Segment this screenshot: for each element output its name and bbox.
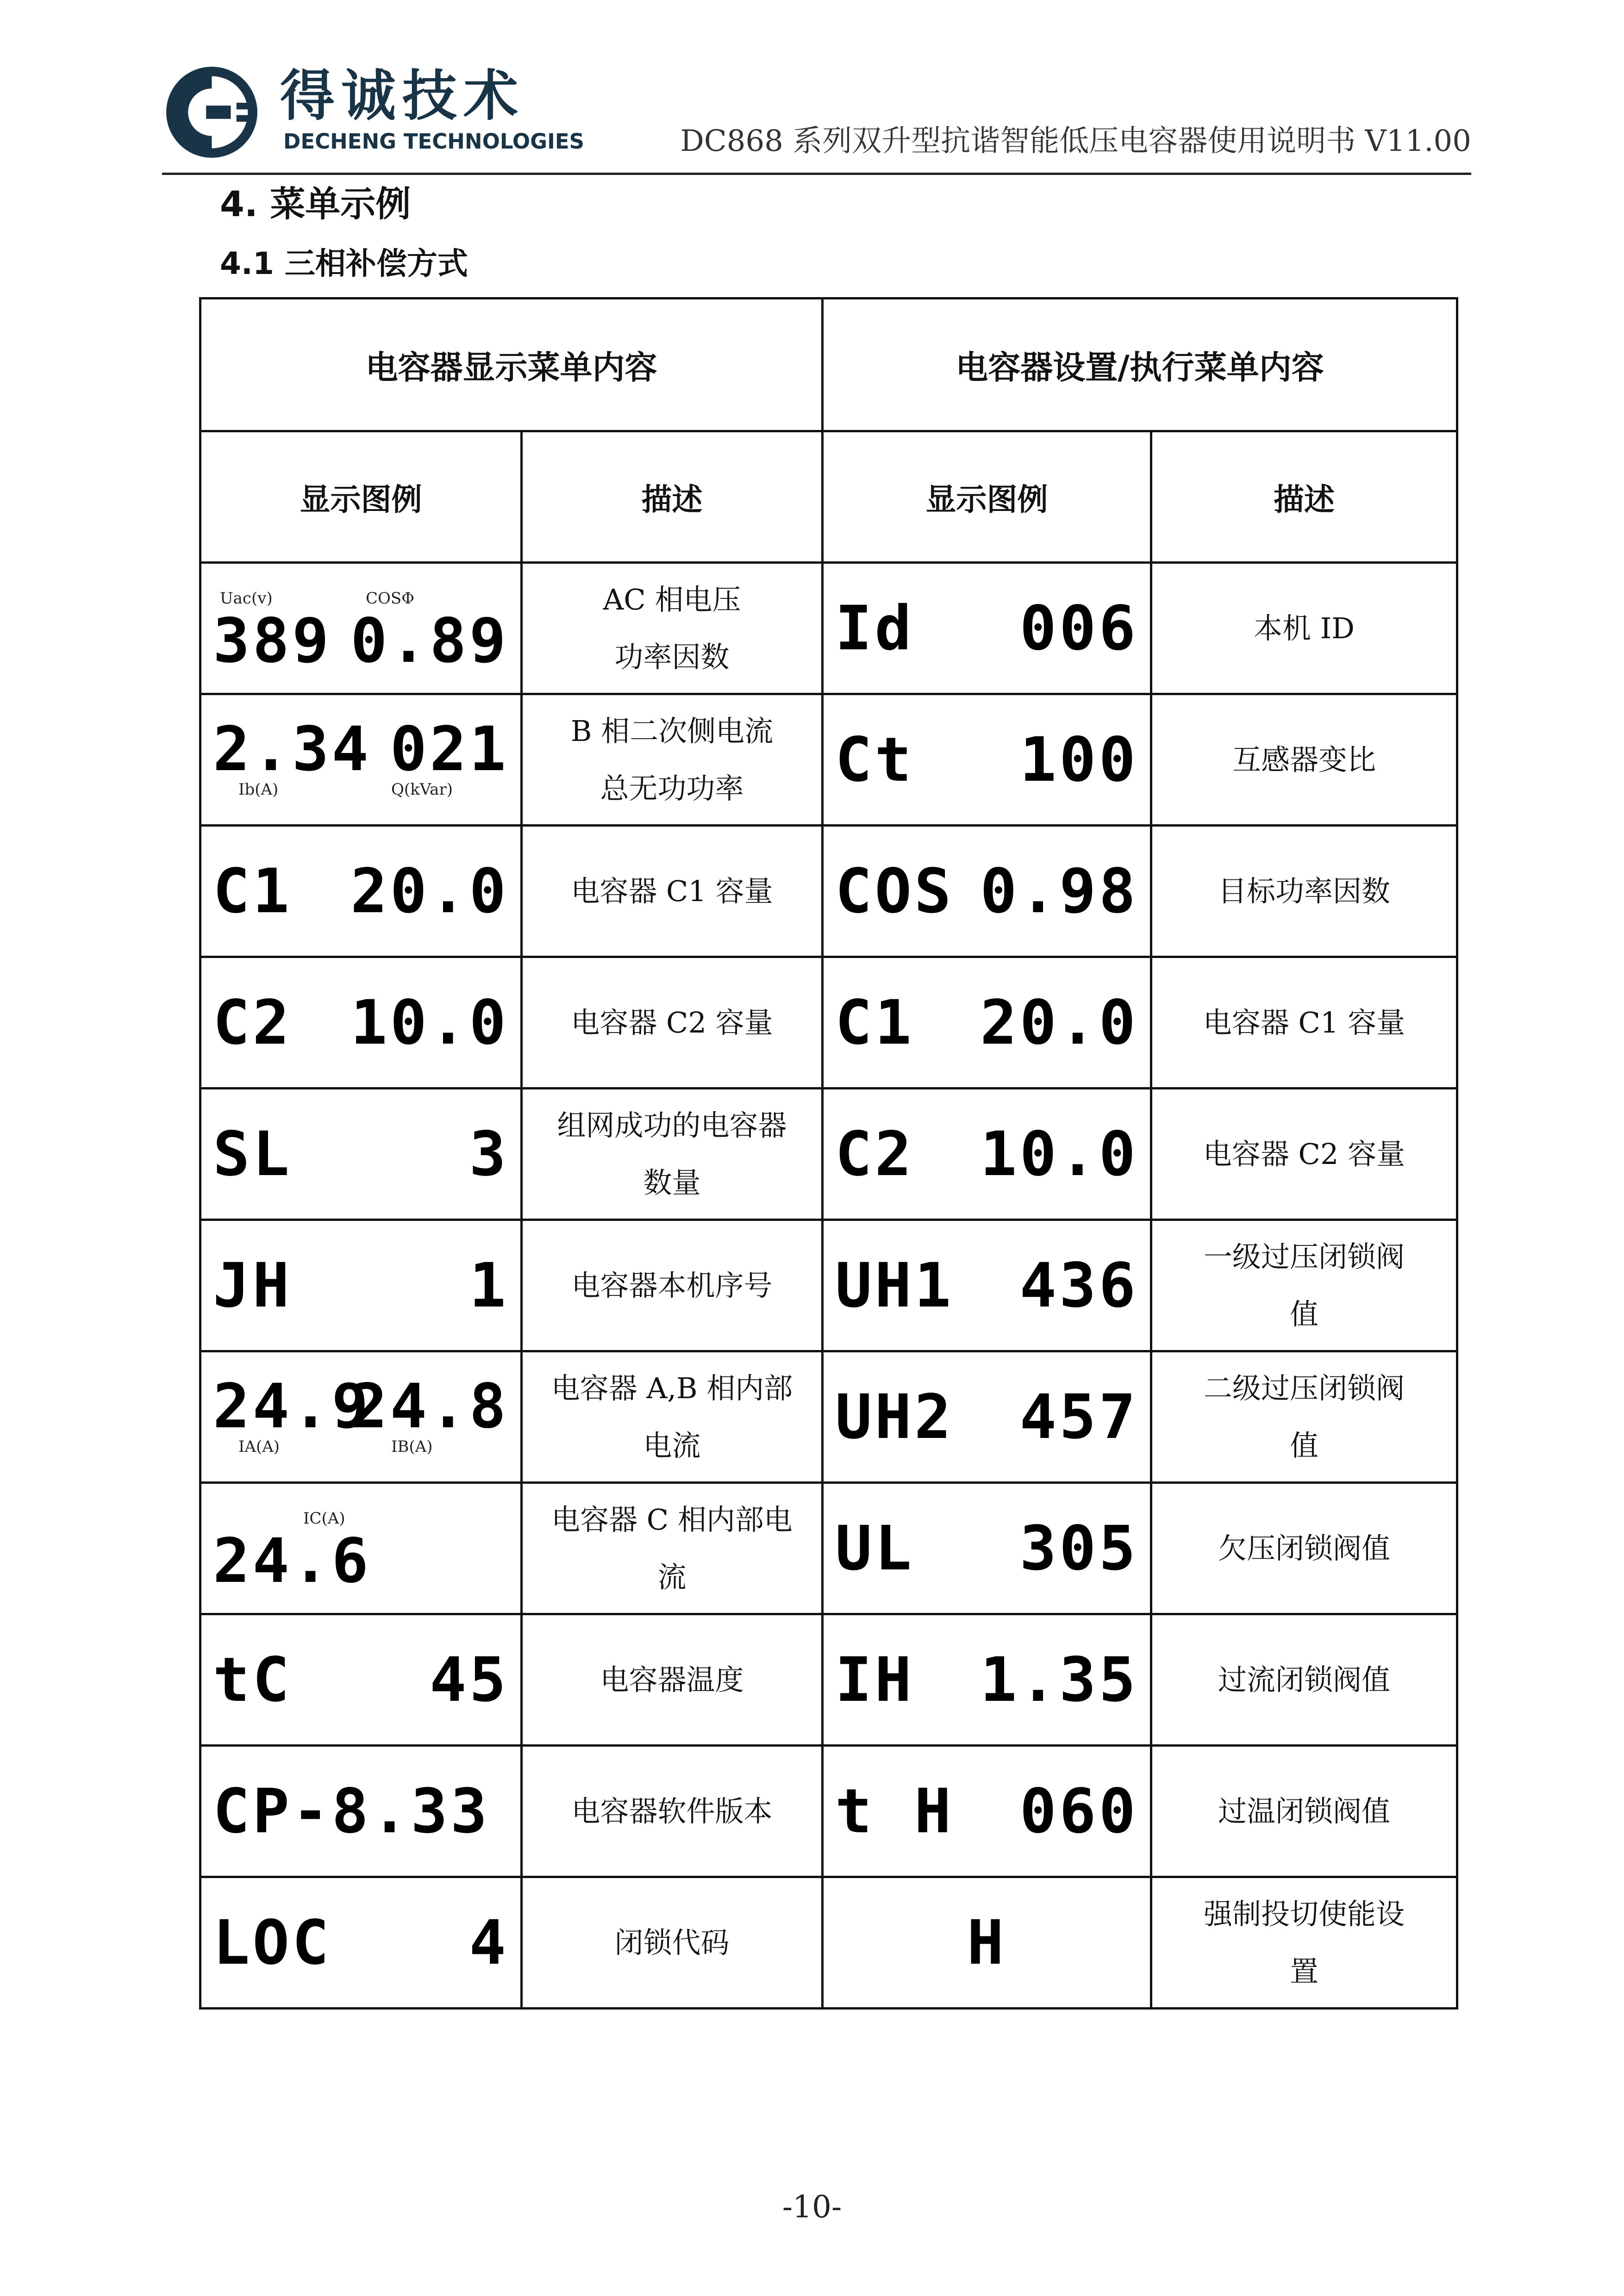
lcd-right-value: 0.89 [350,605,509,677]
lcd-left-value: IH [835,1644,914,1716]
lcd-display-example [200,1746,522,1877]
group-header-display: 电容器显示菜单内容 [200,299,823,431]
lcd-left-value: COS [835,855,954,927]
lcd-display-example [200,826,522,957]
company-logo-icon [164,65,259,160]
page-number: -10- [782,2189,842,2225]
row-description [522,563,823,694]
row-description [1151,1220,1457,1351]
lcd-left-value: C2 [835,1118,914,1190]
subsection-heading: 4.1 三相补偿方式 [220,246,468,281]
lcd-left-value: UH1 [835,1250,954,1321]
description-line: AC 相电压 [603,582,741,616]
table-row [200,957,1457,1089]
lcd-right-value: 10.0 [980,1118,1138,1190]
group-header-settings: 电容器设置/执行菜单内容 [823,299,1457,431]
row-description [522,1351,823,1483]
lcd-right-value: 100 [1019,724,1138,796]
table-row [200,1614,1457,1746]
description-line: 目标功率因数 [1218,874,1391,908]
lcd-left-value: 389 [213,605,332,677]
lcd-left-value: Ct [835,724,914,796]
lcd-left-value: tC [213,1644,292,1716]
lcd-display-example [823,957,1151,1089]
description-line: B 相二次侧电流 [570,714,774,748]
table-row [200,1351,1457,1483]
lcd-right-value: 45 [430,1644,509,1716]
section-heading: 4. 菜单示例 [220,183,411,224]
lcd-display-example [200,1877,522,2009]
description-line: 二级过压闭锁阀 [1204,1371,1405,1405]
lcd-display-example [200,957,522,1089]
table-row [200,1220,1457,1351]
description-line: 电容器 A,B 相内部 [551,1371,793,1405]
lcd-left-value: 2.34 [213,714,371,785]
table-row [200,1746,1457,1877]
table-row [200,694,1457,826]
description-line: 组网成功的电容器 [557,1108,787,1142]
row-description [1151,1877,1457,2009]
row-description [522,1746,823,1877]
lcd-right-value: 006 [1019,592,1138,664]
document-title: DC868 系列双升型抗谐智能低压电容器使用说明书 V11.00 [680,124,1471,158]
row-description [1151,1483,1457,1614]
lcd-display-example [200,1483,522,1614]
lcd-display-example [823,563,1151,694]
table-row [200,1483,1457,1614]
lcd-left-value: CP-8.33 [213,1775,490,1847]
lcd-display-example [200,1351,522,1483]
description-line: 值 [1290,1428,1319,1462]
description-line: 电容器 C1 容量 [571,874,773,908]
description-line: 电容器 C2 容量 [1203,1137,1405,1171]
row-description [1151,826,1457,957]
lcd-unit-label: IC(A) [303,1509,345,1528]
description-line: 电容器本机序号 [571,1268,773,1302]
description-line: 电容器 C 相内部电 [551,1502,793,1537]
table-row [200,826,1457,957]
lcd-left-value: LOC [213,1907,332,1979]
lcd-right-value: 1.35 [980,1644,1138,1716]
row-description [1151,1351,1457,1483]
row-description [522,694,823,826]
lcd-left-value: SL [213,1118,292,1190]
lcd-right-value: 060 [1019,1775,1138,1847]
row-description [1151,563,1457,694]
row-description [522,957,823,1089]
row-description [522,1089,823,1220]
lcd-right-value: 3 [469,1118,509,1190]
description-line: 过温闭锁阀值 [1218,1794,1391,1828]
lcd-display-example [823,1089,1151,1220]
row-description [522,1220,823,1351]
sub-header-description: 描述 [1151,431,1457,563]
table-group-header-row [200,299,1457,431]
lcd-left-value: 24.9 [213,1371,371,1443]
lcd-display-example [823,1614,1151,1746]
row-description [1151,1089,1457,1220]
description-line: 流 [657,1560,687,1594]
lcd-right-value: 20.0 [980,987,1138,1058]
lcd-left-value: C1 [835,987,914,1058]
sub-header-description: 描述 [522,431,823,563]
description-line: 电容器 C1 容量 [1203,1005,1405,1039]
lcd-unit-label: Ib(A) [238,780,279,799]
description-line: 数量 [643,1165,701,1200]
lcd-left-value: C1 [213,855,292,927]
row-description [1151,1746,1457,1877]
lcd-unit-label: COSΦ [366,589,415,608]
brand-name-en: DECHENG TECHNOLOGIES [283,129,584,154]
description-line: 值 [1290,1297,1319,1331]
table-row [200,1877,1457,2009]
description-line: 互感器变比 [1232,742,1376,777]
lcd-center-value: H [967,1907,1007,1979]
lcd-left-value: JH [213,1250,292,1321]
lcd-display-example [200,1220,522,1351]
description-line: 功率因数 [614,640,730,674]
lcd-display-example [200,1089,522,1220]
description-line: 过流闭锁阀值 [1218,1662,1391,1697]
lcd-display-example [823,1351,1151,1483]
lcd-left-value: UL [835,1512,914,1584]
lcd-right-value: 0.98 [980,855,1138,927]
header-divider [162,173,1471,175]
lcd-right-value: 436 [1019,1250,1138,1321]
description-line: 电流 [643,1428,701,1462]
lcd-left-value: 24.6 [213,1525,371,1597]
lcd-display-example [200,563,522,694]
lcd-left-value: t H [835,1775,954,1847]
row-description [522,1483,823,1614]
menu-example-table [199,297,1458,2010]
row-description [522,826,823,957]
lcd-unit-label: IA(A) [238,1437,280,1456]
description-line: 一级过压闭锁阀 [1204,1239,1405,1274]
lcd-display-example [200,694,522,826]
lcd-left-value: C2 [213,987,292,1058]
lcd-unit-label: Uac(v) [220,589,273,608]
row-description [522,1614,823,1746]
description-line: 电容器 C2 容量 [571,1005,773,1039]
lcd-unit-label: Q(kVar) [391,780,453,799]
lcd-display-example [823,1483,1151,1614]
lcd-right-value: 4 [469,1907,509,1979]
description-line: 电容器温度 [600,1662,744,1697]
description-line: 总无功功率 [600,771,744,805]
lcd-right-value: 20.0 [350,855,509,927]
lcd-display-example [823,694,1151,826]
lcd-display-example [823,1746,1151,1877]
lcd-display-example [200,1614,522,1746]
lcd-right-value: 24.8 [350,1371,509,1443]
lcd-right-value: 021 [390,714,509,785]
description-line: 强制投切使能设 [1204,1897,1405,1931]
table-row [200,1089,1457,1220]
lcd-unit-label: IB(A) [391,1437,433,1456]
sub-header-display-example: 显示图例 [823,431,1151,563]
row-description [522,1877,823,2009]
table-row [200,563,1457,694]
lcd-display-example [823,1877,1151,2009]
row-description [1151,957,1457,1089]
lcd-right-value: 1 [469,1250,509,1321]
row-description [1151,1614,1457,1746]
description-line: 闭锁代码 [614,1925,730,1960]
description-line: 欠压闭锁阀值 [1218,1531,1391,1565]
lcd-display-example [823,826,1151,957]
table-sub-header-row [200,431,1457,563]
sub-header-display-example: 显示图例 [200,431,522,563]
description-line: 电容器软件版本 [571,1794,773,1828]
brand-name-cn: 得诚技术 [280,64,525,128]
lcd-left-value: UH2 [835,1381,954,1453]
lcd-display-example [823,1220,1151,1351]
lcd-right-value: 457 [1019,1381,1138,1453]
description-line: 本机 ID [1254,611,1355,645]
lcd-left-value: Id [835,592,914,664]
description-line: 置 [1290,1954,1319,1988]
lcd-right-value: 305 [1019,1512,1138,1584]
row-description [1151,694,1457,826]
lcd-right-value: 10.0 [350,987,509,1058]
